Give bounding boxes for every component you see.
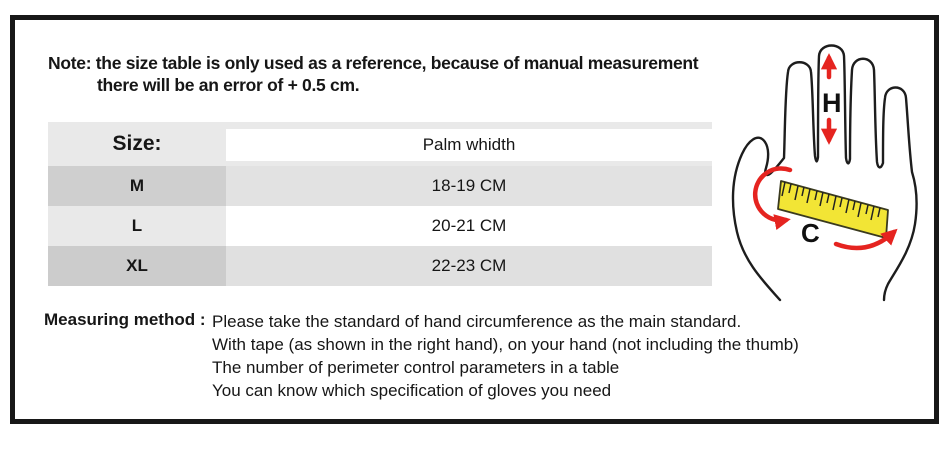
hand-measurement-diagram [728,32,940,304]
table-row [48,166,712,206]
hand-outline-icon [733,46,917,301]
palm-width-cell: 22-23 CM [226,246,712,286]
size-table [48,122,712,286]
header-palm-width-label: Palm whidth [226,129,712,161]
header-cell-palm-width [226,122,712,166]
palm-width-cell: 20-21 CM [226,206,712,246]
height-label: H [822,88,842,118]
table-header-row [48,122,712,166]
size-cell: L [48,206,226,246]
note-line-1: Note: the size table is only used as a reference, because of manual measurement [48,53,699,73]
measuring-method-lines [212,310,799,402]
measuring-method-line: With tape (as shown in the right hand), on your hand (not including the thumb) [212,335,799,354]
circumference-label: C [801,218,820,248]
measuring-method-line: The number of perimeter control parameters in a table [212,358,620,377]
measuring-method-line: Please take the standard of hand circumference as the main standard. [212,312,742,331]
measuring-method-label: Measuring method : [44,310,206,329]
size-cell: XL [48,246,226,286]
note-line-2: there will be an error of + 0.5 cm. [97,75,360,95]
header-cell-size: Size: [48,122,226,166]
measuring-method-line: You can know which specification of gloves you need [212,381,612,400]
table-row [48,246,712,286]
size-cell: M [48,166,226,206]
table-row [48,206,712,246]
palm-width-cell: 18-19 CM [226,166,712,206]
